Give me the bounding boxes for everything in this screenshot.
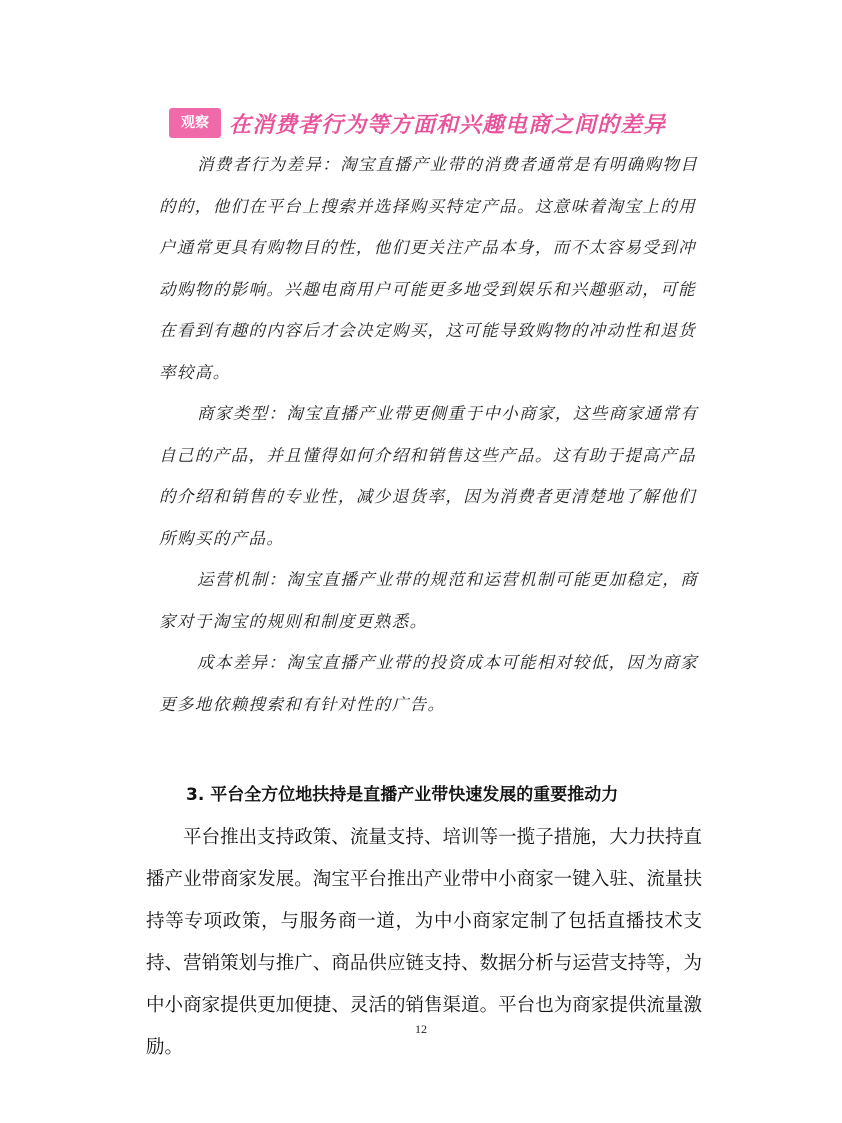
observe-badge: 观察 xyxy=(169,108,221,138)
observe-paragraph-operation-mechanism: 运营机制：淘宝直播产业带的规范和运营机制可能更加稳定，商家对于淘宝的规则和制度更熟悉。 xyxy=(159,570,699,631)
observe-paragraph-merchant-type: 商家类型：淘宝直播产业带更侧重于中小商家，这些商家通常有自己的产品，并且懂得如何介绍和销售这些产品。这有助于提高产品的介绍和销售的专业性，减少退货率，因为消费者更清楚地了解他们所购买的产品。 xyxy=(159,404,699,548)
observe-header xyxy=(169,106,689,140)
observe-paragraph-consumer-behavior: 消费者行为差异：淘宝直播产业带的消费者通常是有明确购物目的的，他们在平台上搜索并选择购买特定产品。这意味着淘宝上的用户通常更具有购物目的性，他们更关注产品本身，而不太容易受到冲动购物的影响。兴趣电商用户可能更多地受到娱乐和兴趣驱动，可能在看到有趣的内容后才会决定购买，这可能导致购物的冲动性和退货率较高。 xyxy=(159,155,699,382)
page-number: 12 xyxy=(415,1022,427,1036)
section-paragraph: 平台推出支持政策、流量支持、培训等一揽子措施，大力扶持直播产业带商家发展。淘宝平台推出产业带中小商家一键入驻、流量扶持等专项政策，与服务商一道，为中小商家定制了包括直播技术支持、营销策划与推广、商品供应链支持、数据分析与运营支持等，为中小商家提供更加便捷、灵活的销售渠道。平台也为商家提供流量激励。 xyxy=(146,827,702,1058)
observe-body xyxy=(159,144,699,725)
observe-title: 在消费者行为等方面和兴趣电商之间的差异 xyxy=(229,111,667,138)
observe-paragraph-cost-difference: 成本差异：淘宝直播产业带的投资成本可能相对较低，因为商家更多地依赖搜索和有针对性的广告。 xyxy=(159,653,699,714)
section-heading: 3. 平台全方位地扶持是直播产业带快速发展的重要推动力 xyxy=(186,785,619,805)
